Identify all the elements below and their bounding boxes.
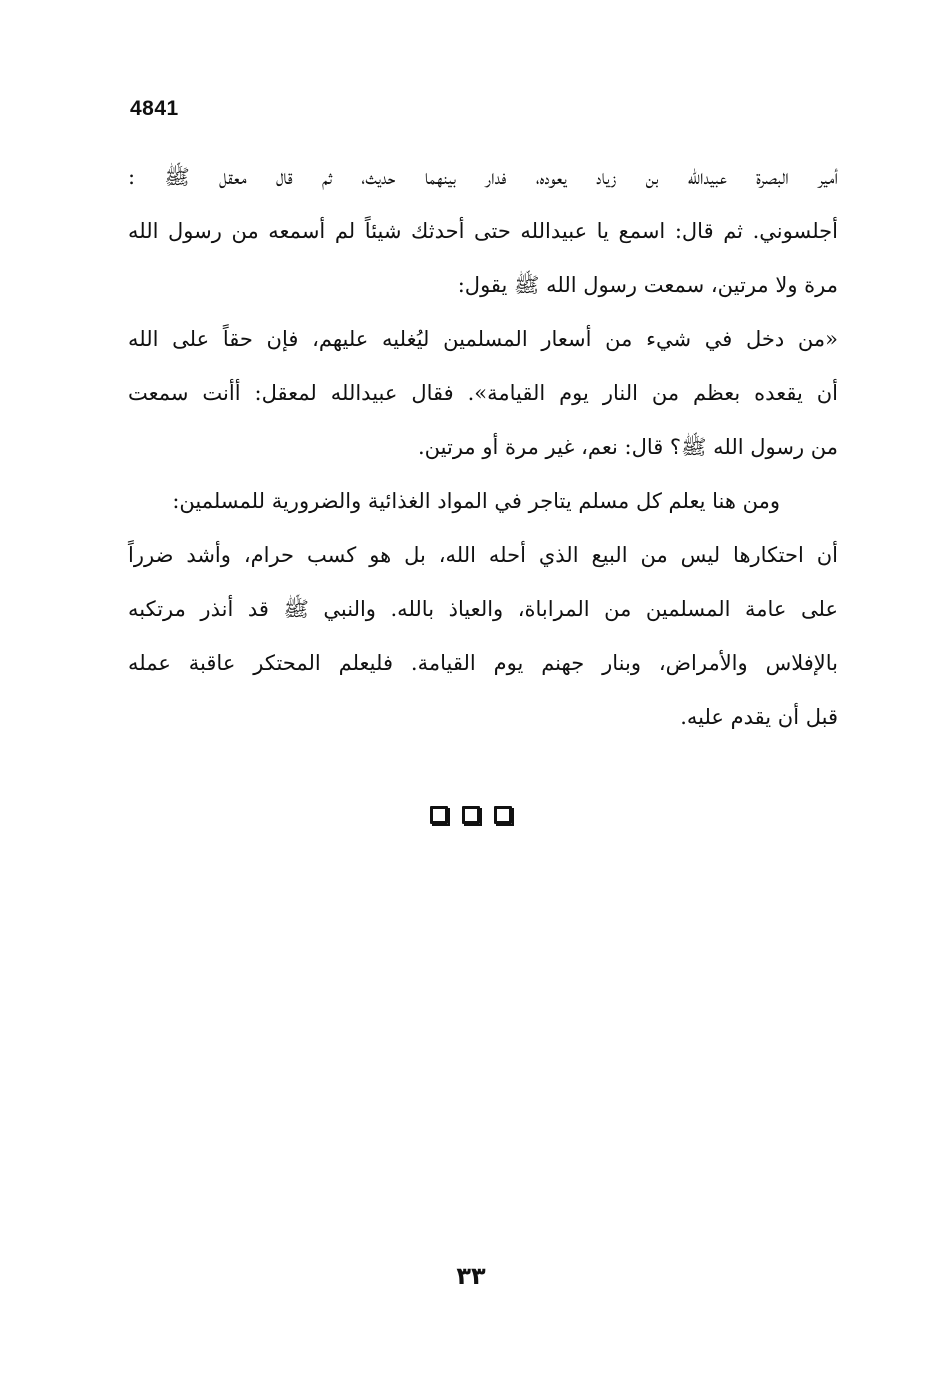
text-line: أجلسوني. ثم قال: اسمع يا عبيدالله حتى أحدثك شيئاً لم أسمعه من رسول الله bbox=[128, 219, 838, 243]
text-line: قبل أن يقدم عليه. bbox=[680, 705, 838, 729]
square-ornament-icon bbox=[494, 806, 512, 824]
page-header-number: 4841 bbox=[130, 97, 179, 120]
text-line: أمير البصرة عبيدالله بن زياد يعوده، فدار بينهما حديث، ثم قال معقل ﷺ : bbox=[128, 165, 838, 189]
text-line: مرة ولا مرتين، سمعت رسول الله ﷺ يقول: bbox=[457, 273, 838, 297]
article-text bbox=[128, 150, 838, 744]
text-line: أن يقعده بعظم من النار يوم القيامة». فقال عبيدالله لمعقل: أأنت سمعت bbox=[128, 381, 838, 405]
text-line: أن احتكارها ليس من البيع الذي أحله الله، بل هو كسب حرام، وأشد ضرراً bbox=[128, 543, 838, 567]
section-separator bbox=[0, 806, 942, 824]
text-line: بالإفلاس والأمراض، وبنار جهنم يوم القيامة. فليعلم المحتكر عاقبة عمله bbox=[128, 651, 838, 675]
square-ornament-icon bbox=[430, 806, 448, 824]
page-footer-number: ٣٣ bbox=[456, 1262, 486, 1290]
text-line: من رسول الله ﷺ؟ قال: نعم، غير مرة أو مرتين. bbox=[417, 435, 838, 459]
text-line: ومن هنا يعلم كل مسلم يتاجر في المواد الغذائية والضرورية للمسلمين: bbox=[172, 489, 780, 513]
square-ornament-icon bbox=[462, 806, 480, 824]
text-line: «من دخل في شيء من أسعار المسلمين ليُغليه عليهم، فإن حقاً على الله bbox=[128, 327, 838, 351]
text-line: على عامة المسلمين من المراباة، والعياذ بالله. والنبي ﷺ قد أنذر مرتكبه bbox=[128, 597, 838, 621]
